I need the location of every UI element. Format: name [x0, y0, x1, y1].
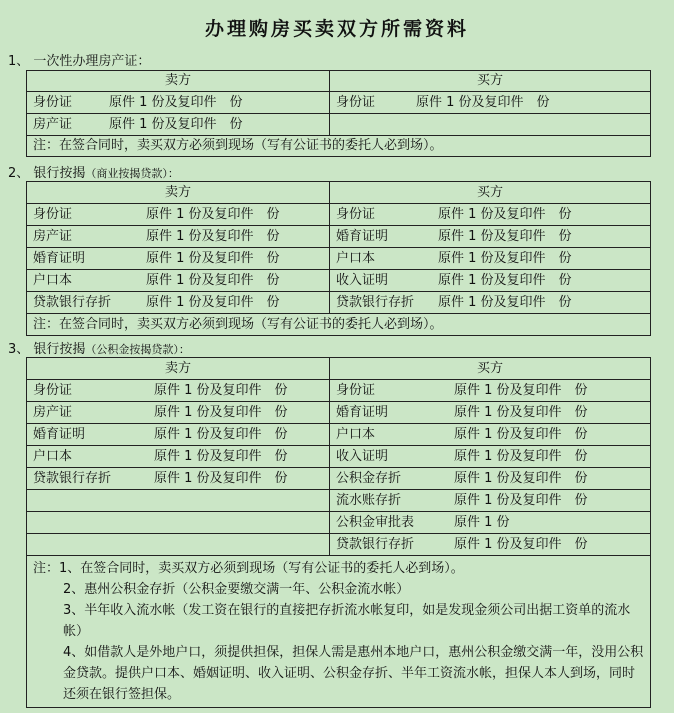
seller-cell — [27, 114, 330, 136]
seller-header: 卖方 — [27, 71, 330, 92]
buyer-item-name: 身份证 — [336, 382, 376, 398]
buyer-item-note: 原件 1 份及复印件 份 — [438, 228, 572, 244]
seller-cell — [27, 292, 330, 314]
buyer-item-note: 原件 1 份及复印件 份 — [454, 448, 588, 464]
table-row — [27, 270, 651, 292]
buyer-cell — [330, 380, 651, 402]
section-1-heading — [8, 50, 150, 69]
seller-item-name: 身份证 — [33, 206, 73, 222]
buyer-header: 买方 — [330, 358, 651, 380]
seller-cell — [27, 92, 330, 114]
seller-header: 卖方 — [27, 358, 330, 380]
buyer-item-note: 原件 1 份及复印件 份 — [454, 426, 588, 442]
seller-item-note: 原件 1 份及复印件 份 — [146, 272, 280, 288]
table-header-row — [27, 71, 651, 92]
table-row — [27, 248, 651, 270]
section-2-note: 注：在签合同时，卖买双方必须到现场（写有公证书的委托人必到场）。 — [27, 314, 651, 336]
buyer-item-note: 原件 1 份及复印件 份 — [454, 536, 588, 552]
buyer-item-name: 贷款银行存折 — [336, 536, 415, 552]
seller-item-name: 户口本 — [33, 272, 73, 288]
table-header-row — [27, 182, 651, 204]
seller-cell — [27, 226, 330, 248]
seller-item-note: 原件 1 份及复印件 份 — [146, 250, 280, 266]
seller-cell — [27, 468, 330, 490]
buyer-item-name: 婚育证明 — [336, 228, 389, 244]
note-row — [27, 314, 651, 336]
section-3-note-3: 3、半年收入流水帐（发工资在银行的直接把存折流水帐复印，如是发现金须公司出据工资单的流水帐） — [63, 603, 631, 639]
table-row — [27, 226, 651, 248]
section-3-notes — [27, 556, 651, 708]
seller-item-name: 贷款银行存折 — [33, 470, 112, 486]
section-2-heading-text: 2、 银行按揭 — [8, 166, 86, 181]
buyer-item-name: 婚育证明 — [336, 404, 389, 420]
seller-cell — [27, 490, 330, 512]
table-row — [27, 292, 651, 314]
table-row — [27, 114, 651, 136]
buyer-item-note: 原件 1 份及复印件 份 — [454, 492, 588, 508]
seller-item-name: 身份证 — [33, 382, 73, 398]
buyer-header: 买方 — [330, 182, 651, 204]
table-row — [27, 512, 651, 534]
buyer-item-name: 身份证 — [336, 94, 376, 110]
section-3-note-1: 注：1、在签合同时，卖买双方必须到现场（写有公证书的委托人必到场）。 — [33, 561, 464, 576]
seller-cell — [27, 534, 330, 556]
section-3-table — [26, 357, 651, 708]
buyer-item-name: 收入证明 — [336, 448, 389, 464]
buyer-cell — [330, 512, 651, 534]
table-row — [27, 468, 651, 490]
buyer-item-note: 原件 1 份及复印件 份 — [416, 94, 550, 110]
table-row — [27, 380, 651, 402]
buyer-item-note: 原件 1 份及复印件 份 — [454, 382, 588, 398]
buyer-header: 买方 — [330, 71, 651, 92]
section-3-note-4: 4、如借款人是外地户口，须提供担保，担保人需是惠州本地户口，惠州公积金缴交满一年，没用公积金贷款。提供户口本、婚姻证明、收入证明、公积金存折、半年工资流水帐，担保人本人到场，同时还须在银行签担保。 — [63, 645, 644, 702]
buyer-cell — [330, 468, 651, 490]
buyer-item-name: 收入证明 — [336, 272, 389, 288]
section-1-table — [26, 70, 651, 157]
seller-item-note: 原件 1 份及复印件 份 — [154, 426, 288, 442]
buyer-cell — [330, 226, 651, 248]
seller-header: 卖方 — [27, 182, 330, 204]
buyer-item-note: 原件 1 份及复印件 份 — [454, 404, 588, 420]
seller-item-note: 原件 1 份及复印件 份 — [146, 294, 280, 310]
note-row — [27, 556, 651, 708]
seller-cell — [27, 248, 330, 270]
table-header-row — [27, 358, 651, 380]
buyer-cell — [330, 490, 651, 512]
seller-item-name: 房产证 — [33, 228, 73, 244]
buyer-item-note: 原件 1 份 — [454, 514, 510, 530]
table-row — [27, 402, 651, 424]
section-2-heading-paren: （商业按揭贷款）： — [85, 167, 179, 180]
seller-item-note: 原件 1 份及复印件 份 — [146, 206, 280, 222]
buyer-item-note: 原件 1 份及复印件 份 — [438, 250, 572, 266]
table-row — [27, 92, 651, 114]
buyer-item-note: 原件 1 份及复印件 份 — [438, 206, 572, 222]
buyer-item-note: 原件 1 份及复印件 份 — [454, 470, 588, 486]
buyer-item-name: 公积金存折 — [336, 470, 402, 486]
seller-cell — [27, 270, 330, 292]
buyer-item-name: 户口本 — [336, 250, 376, 266]
buyer-item-note: 原件 1 份及复印件 份 — [438, 294, 572, 310]
seller-item-note: 原件 1 份及复印件 份 — [154, 470, 288, 486]
seller-item-note: 原件 1 份及复印件 份 — [109, 94, 243, 110]
seller-cell — [27, 512, 330, 534]
seller-item-name: 房产证 — [33, 116, 73, 132]
section-2-heading — [8, 162, 179, 181]
note-row — [27, 136, 651, 157]
buyer-cell — [330, 92, 651, 114]
seller-item-note: 原件 1 份及复印件 份 — [154, 448, 288, 464]
section-2-table — [26, 181, 651, 336]
seller-item-note: 原件 1 份及复印件 份 — [154, 404, 288, 420]
buyer-cell — [330, 292, 651, 314]
buyer-item-name: 公积金审批表 — [336, 514, 415, 530]
table-row — [27, 204, 651, 226]
buyer-item-name: 流水账存折 — [336, 492, 402, 508]
seller-cell — [27, 380, 330, 402]
seller-cell — [27, 204, 330, 226]
section-3-note-2: 2、惠州公积金存折（公积金要缴交满一年、公积金流水帐） — [63, 582, 410, 597]
seller-item-name: 贷款银行存折 — [33, 294, 112, 310]
seller-cell — [27, 402, 330, 424]
seller-item-note: 原件 1 份及复印件 份 — [154, 382, 288, 398]
section-1-heading-text: 1、 一次性办理房产证： — [8, 54, 151, 69]
seller-cell — [27, 424, 330, 446]
table-row — [27, 490, 651, 512]
buyer-cell — [330, 424, 651, 446]
buyer-cell — [330, 446, 651, 468]
section-3-heading-paren: （公积金按揭贷款）： — [85, 343, 190, 356]
seller-item-name: 婚育证明 — [33, 426, 86, 442]
buyer-cell — [330, 114, 651, 136]
section-1-note: 注：在签合同时，卖买双方必须到现场（写有公证书的委托人必到场）。 — [27, 136, 651, 157]
buyer-item-name: 户口本 — [336, 426, 376, 442]
table-row — [27, 424, 651, 446]
seller-item-note: 原件 1 份及复印件 份 — [109, 116, 243, 132]
buyer-cell — [330, 402, 651, 424]
buyer-cell — [330, 534, 651, 556]
buyer-cell — [330, 204, 651, 226]
page-title: 办理购房买卖双方所需资料 — [204, 18, 469, 40]
buyer-cell — [330, 248, 651, 270]
seller-item-name: 婚育证明 — [33, 250, 86, 266]
seller-item-name: 户口本 — [33, 448, 73, 464]
buyer-item-name: 贷款银行存折 — [336, 294, 415, 310]
seller-cell — [27, 446, 330, 468]
seller-item-note: 原件 1 份及复印件 份 — [146, 228, 280, 244]
table-row — [27, 534, 651, 556]
seller-item-name: 房产证 — [33, 404, 73, 420]
buyer-item-name: 身份证 — [336, 206, 376, 222]
section-3-heading-text: 3、 银行按揭 — [8, 342, 86, 357]
section-3-heading — [8, 338, 190, 357]
buyer-cell — [330, 270, 651, 292]
buyer-item-note: 原件 1 份及复印件 份 — [438, 272, 572, 288]
seller-item-name: 身份证 — [33, 94, 73, 110]
table-row — [27, 446, 651, 468]
